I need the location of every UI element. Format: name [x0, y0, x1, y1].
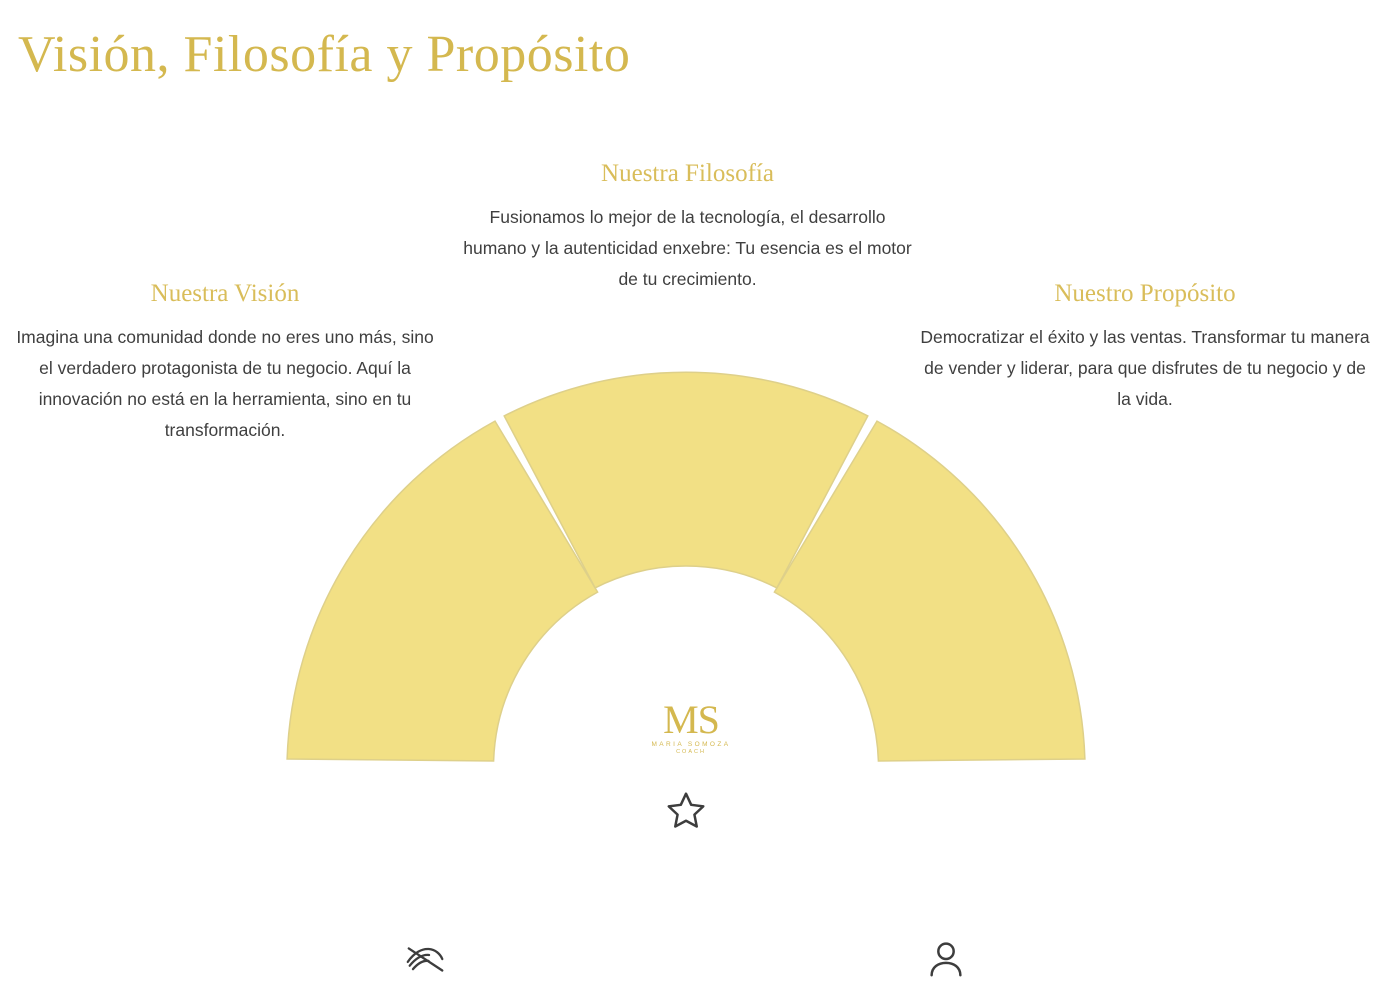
- block-filosofia-title: Nuestra Filosofía: [601, 160, 774, 187]
- page-title: Visión, Filosofía y Propósito: [18, 26, 631, 83]
- block-filosofia-body: Fusionamos lo mejor de la tecnología, el desarrollo humano y la autenticidad enxebre: Tu esencia es el motor de tu crecimiento.: [463, 207, 912, 290]
- star-icon: [663, 787, 709, 833]
- brand-mark: MS: [663, 697, 719, 742]
- block-vision-body: Imagina una comunidad donde no eres uno más, sino el verdadero protagonista de tu negocio. Aquí la innovación no está en la herramienta, sino en tu transformación.: [16, 327, 434, 441]
- brand-logo: [643, 697, 739, 755]
- user-icon: [923, 936, 969, 982]
- block-proposito-title: Nuestro Propósito: [1054, 280, 1236, 307]
- block-proposito-body: Democratizar el éxito y las ventas. Transformar tu manera de vender y liderar, para que disfrutes de tu negocio y de la vida.: [920, 327, 1370, 410]
- eye-off-icon: [403, 936, 449, 982]
- brand-name: MARIA SOMOZA: [651, 741, 731, 748]
- block-vision-title: Nuestra Visión: [150, 280, 300, 307]
- brand-role: COACH: [676, 749, 706, 755]
- block-filosofia: [460, 160, 915, 295]
